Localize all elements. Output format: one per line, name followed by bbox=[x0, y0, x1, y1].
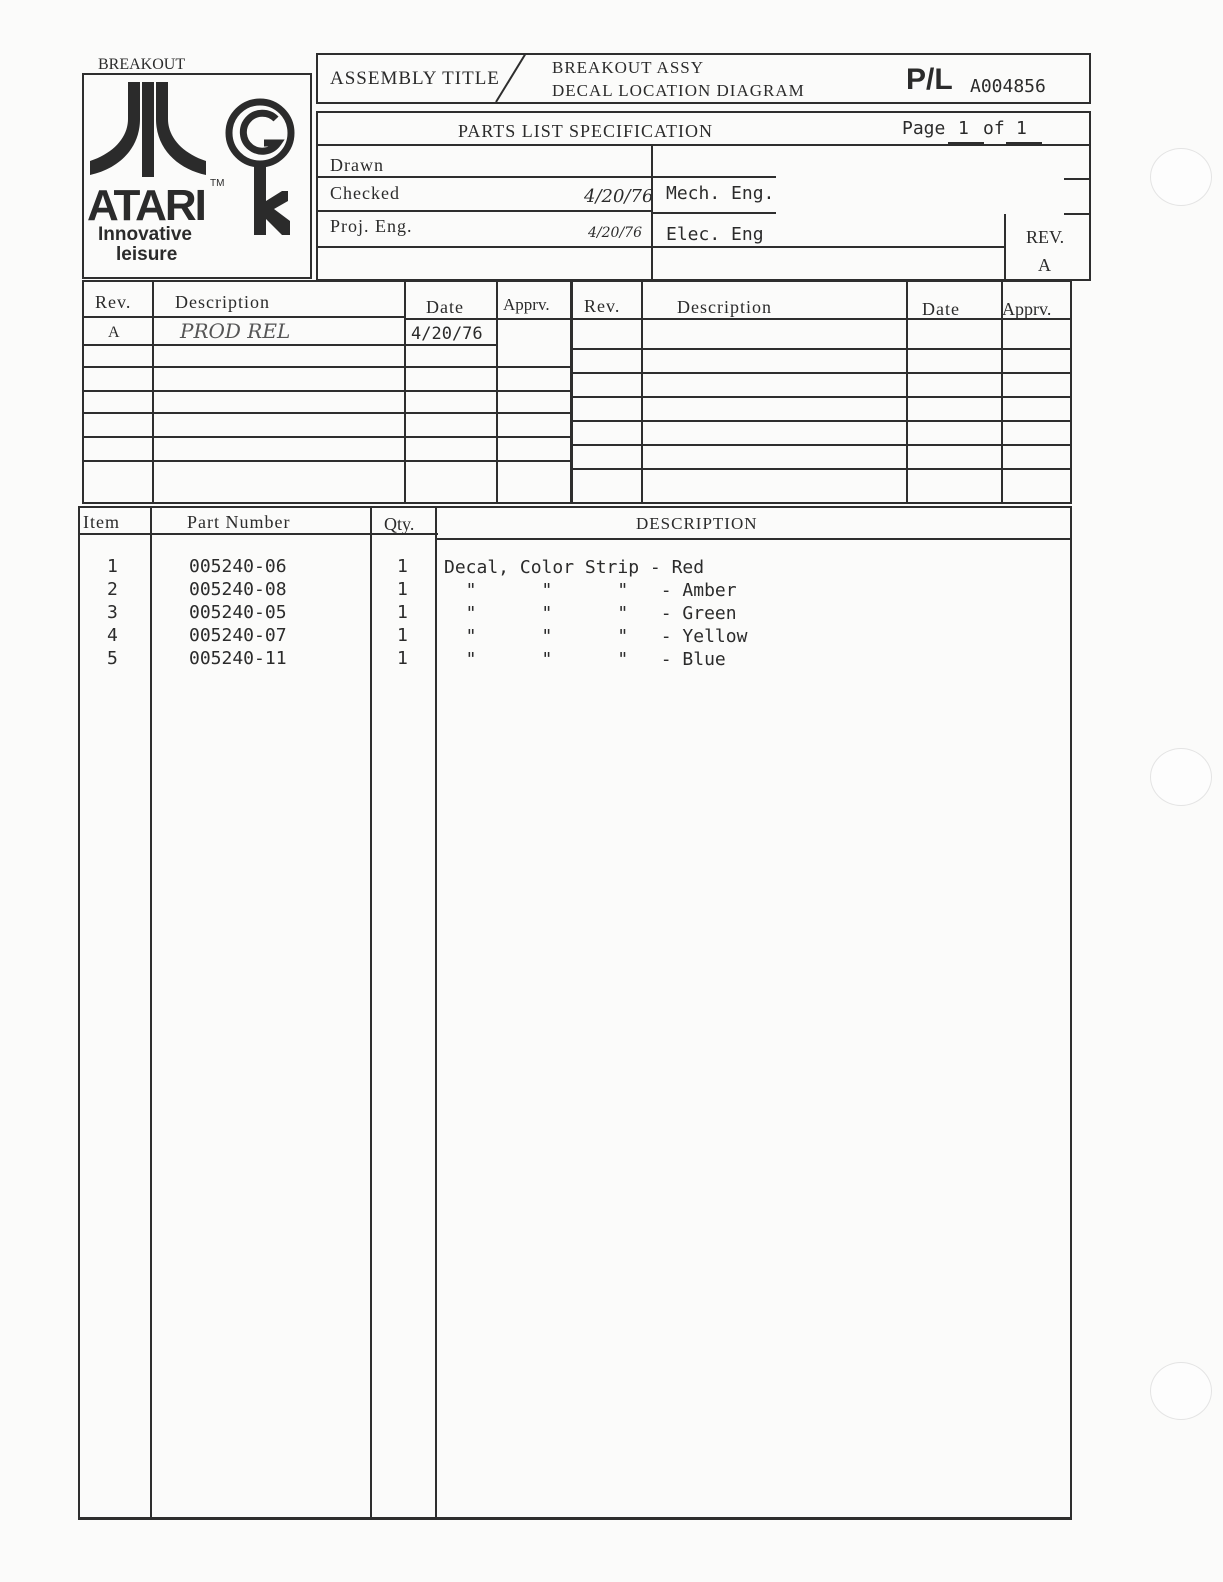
revision-row-rev: A bbox=[108, 324, 120, 341]
page-number: 1 bbox=[958, 118, 969, 139]
part-number: 005240-08 bbox=[189, 579, 287, 600]
rev-header-left: Rev. bbox=[95, 292, 132, 312]
spec-title: PARTS LIST SPECIFICATION bbox=[458, 121, 713, 141]
assembly-title-line2: DECAL LOCATION DIAGRAM bbox=[552, 81, 805, 100]
quantity: 1 bbox=[397, 602, 408, 623]
title-divider-slash bbox=[494, 53, 530, 104]
part-description: " " " - Green bbox=[444, 603, 737, 624]
part-description: " " " - Blue bbox=[444, 649, 726, 670]
part-description: " " " - Yellow bbox=[444, 626, 748, 647]
elec-eng-label: Elec. Eng bbox=[666, 224, 764, 245]
assembly-title-label: ASSEMBLY TITLE bbox=[330, 68, 500, 89]
revision-row-date: 4/20/76 bbox=[411, 324, 483, 344]
description-header-left: Description bbox=[175, 292, 270, 312]
item-number: 4 bbox=[107, 625, 118, 646]
item-number: 5 bbox=[107, 648, 118, 669]
atari-wordmark: ATARI bbox=[87, 181, 205, 230]
revision-row-description: PROD REL bbox=[180, 319, 291, 343]
item-number: 3 bbox=[107, 602, 118, 623]
apprv-header-right: Apprv. bbox=[1002, 299, 1052, 319]
atari-fuji-icon bbox=[88, 79, 218, 184]
rev-value: A bbox=[1038, 255, 1051, 275]
game-name: BREAKOUT bbox=[98, 56, 186, 73]
part-number: 005240-05 bbox=[189, 602, 287, 623]
part-number: 005240-06 bbox=[189, 556, 287, 577]
quantity: 1 bbox=[397, 556, 408, 577]
quantity: 1 bbox=[397, 579, 408, 600]
drawn-label: Drawn bbox=[330, 155, 384, 175]
gk-key-logo-icon bbox=[224, 97, 304, 242]
checked-date: 4/20/76 bbox=[584, 186, 654, 207]
rev-header-right: Rev. bbox=[584, 296, 621, 316]
logo-box bbox=[82, 73, 312, 279]
assembly-title-box bbox=[316, 53, 1091, 104]
quantity: 1 bbox=[397, 648, 408, 669]
description-header: DESCRIPTION bbox=[636, 514, 758, 533]
proj-eng-label: Proj. Eng. bbox=[330, 216, 413, 236]
item-header: Item bbox=[83, 512, 120, 532]
item-number: 2 bbox=[107, 579, 118, 600]
apprv-header-left: Apprv. bbox=[503, 295, 550, 314]
item-number: 1 bbox=[107, 556, 118, 577]
atari-tm: TM bbox=[210, 178, 225, 189]
part-number: 005240-07 bbox=[189, 625, 287, 646]
pl-number: A004856 bbox=[970, 76, 1046, 97]
assembly-title-line1: BREAKOUT ASSY bbox=[552, 58, 705, 77]
tagline-line2: leisure bbox=[116, 244, 178, 265]
description-header-right: Description bbox=[677, 297, 772, 317]
rev-label: REV. bbox=[1026, 227, 1065, 247]
page-of: of bbox=[983, 118, 1005, 139]
date-header-right: Date bbox=[922, 299, 960, 319]
mech-eng-label: Mech. Eng. bbox=[666, 183, 775, 204]
punch-hole-middle bbox=[1150, 748, 1212, 806]
date-header-left: Date bbox=[426, 297, 464, 317]
page-total: 1 bbox=[1016, 118, 1027, 139]
page-label: Page bbox=[902, 118, 946, 139]
tagline-line1: Innovative bbox=[98, 224, 192, 245]
proj-eng-date: 4/20/76 bbox=[588, 225, 642, 241]
part-description: Decal, Color Strip - Red bbox=[444, 557, 705, 578]
part-number-header: Part Number bbox=[187, 512, 291, 532]
quantity: 1 bbox=[397, 625, 408, 646]
punch-hole-top bbox=[1150, 148, 1212, 206]
checked-label: Checked bbox=[330, 183, 400, 203]
qty-header: Qty. bbox=[384, 514, 415, 534]
part-description: " " " - Amber bbox=[444, 580, 737, 601]
pl-label: P/L bbox=[906, 63, 953, 96]
part-number: 005240-11 bbox=[189, 648, 287, 669]
punch-hole-bottom bbox=[1150, 1362, 1212, 1420]
